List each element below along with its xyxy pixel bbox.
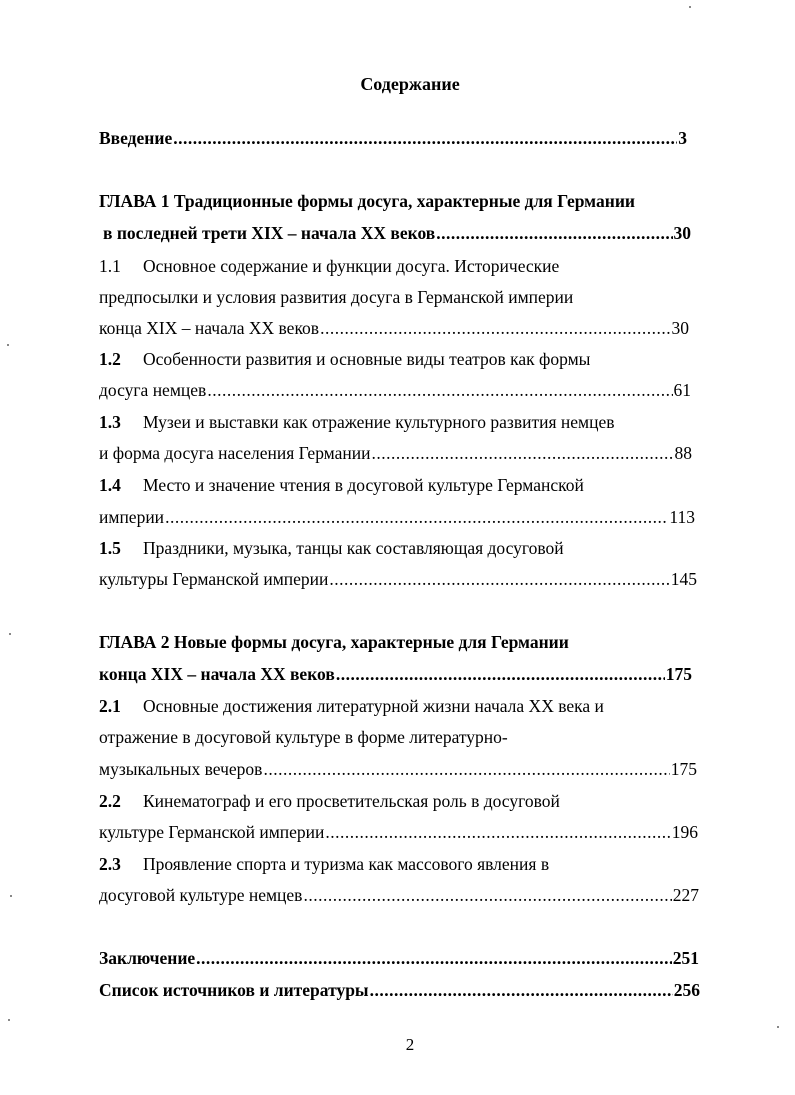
leader-dots xyxy=(196,946,672,970)
section-number: 2.2 xyxy=(99,791,121,811)
toc-entry-2-1 xyxy=(99,757,697,781)
toc-section-2-3-line1 xyxy=(99,852,549,876)
section-title: Кинематограф и его просветительская роль в досуговой xyxy=(143,791,560,811)
toc-entry-1-2 xyxy=(99,378,691,402)
leader-dots xyxy=(336,662,665,686)
leader-dots xyxy=(329,567,669,591)
toc-section-2-2-line1 xyxy=(99,789,560,813)
toc-section-1-1-line2: предпосылки и условия развития досуга в Германской империи xyxy=(99,287,574,307)
chapter1-heading-line1: ГЛАВА 1 Традиционные формы досуга, характерные для Германии xyxy=(99,191,635,211)
section-number: 2.3 xyxy=(99,854,121,874)
toc-page-number: 175 xyxy=(665,664,692,684)
toc-entry-2-3 xyxy=(99,883,699,907)
leader-dots xyxy=(173,126,677,150)
toc-section-2-1-line2: отражение в досуговой культуре в форме литературно- xyxy=(99,727,508,747)
leader-dots xyxy=(303,883,671,907)
toc-page-number: 30 xyxy=(673,223,691,243)
toc-page-number: 30 xyxy=(671,318,689,338)
toc-label: культуре Германской империи xyxy=(99,822,325,842)
toc-entry-1-3 xyxy=(99,441,692,465)
leader-dots xyxy=(372,441,674,465)
toc-label: Введение xyxy=(99,128,173,148)
toc-page-number: 256 xyxy=(673,980,700,1000)
toc-entry-2-2 xyxy=(99,820,698,844)
scan-speck xyxy=(10,895,12,897)
chapter2-heading-line1: ГЛАВА 2 Новые формы досуга, характерные для Германии xyxy=(99,632,569,652)
toc-label: досуговой культуре немцев xyxy=(99,885,303,905)
toc-label: Заключение xyxy=(99,948,196,968)
toc-page-number: 61 xyxy=(673,380,691,400)
leader-dots xyxy=(263,757,669,781)
toc-entry-intro xyxy=(99,126,687,150)
toc-section-1-4-line1 xyxy=(99,473,584,497)
scan-speck xyxy=(7,344,9,346)
scan-speck xyxy=(777,1026,779,1028)
toc-label: культуры Германской империи xyxy=(99,569,329,589)
toc-entry-1-1 xyxy=(99,316,689,340)
section-number: 1.2 xyxy=(99,349,121,369)
toc-entry-1-4 xyxy=(99,505,695,529)
page-title: Содержание xyxy=(360,74,460,94)
section-number: 2.1 xyxy=(99,696,121,716)
leader-dots xyxy=(165,505,668,529)
toc-page-number: 196 xyxy=(671,822,698,842)
section-number: 1.4 xyxy=(99,475,121,495)
toc-entry-chapter1 xyxy=(103,221,691,245)
toc-page-number: 227 xyxy=(672,885,699,905)
toc-label: музыкальных вечеров xyxy=(99,759,263,779)
section-title: Музеи и выставки как отражение культурного развития немцев xyxy=(143,412,615,432)
toc-entry-conclusion xyxy=(99,946,699,970)
toc-section-2-1-line1 xyxy=(99,694,604,718)
toc-label: и форма досуга населения Германии xyxy=(99,443,371,463)
toc-page-number: 145 xyxy=(670,569,697,589)
section-number: 1.1 xyxy=(99,256,121,276)
section-title: Праздники, музыка, танцы как составляющая досуговой xyxy=(143,538,564,558)
section-title: Место и значение чтения в досуговой культуре Германской xyxy=(143,475,584,495)
section-title: Основные достижения литературной жизни начала XX века и xyxy=(143,696,604,716)
toc-page-number: 175 xyxy=(670,759,697,779)
scan-speck xyxy=(8,1019,10,1021)
toc-page-number: 113 xyxy=(669,507,695,527)
section-title: Проявление спорта и туризма как массового явления в xyxy=(143,854,550,874)
toc-section-1-1-line1 xyxy=(99,254,559,278)
toc-section-1-2-line1 xyxy=(99,347,590,371)
toc-entry-chapter2 xyxy=(99,662,692,686)
toc-label: досуга немцев xyxy=(99,380,207,400)
section-title: Основное содержание и функции досуга. Исторические xyxy=(143,256,560,276)
leader-dots xyxy=(320,316,670,340)
toc-page-number: 251 xyxy=(672,948,699,968)
toc-label: империи xyxy=(99,507,165,527)
toc-page-number: 3 xyxy=(678,128,687,148)
toc-label: в последней трети XIX – начала XX веков xyxy=(103,223,436,243)
leader-dots xyxy=(325,820,670,844)
toc-entry-sources xyxy=(99,978,700,1002)
scan-speck xyxy=(9,633,11,635)
scan-speck xyxy=(689,6,691,8)
page-number: 2 xyxy=(405,1035,415,1054)
toc-label: конца XIX – начала XX веков xyxy=(99,318,320,338)
leader-dots xyxy=(370,978,673,1002)
section-number: 1.3 xyxy=(99,412,121,432)
toc-entry-1-5 xyxy=(99,567,697,591)
section-title: Особенности развития и основные виды театров как формы xyxy=(143,349,591,369)
toc-page-number: 88 xyxy=(674,443,692,463)
toc-label: Список источников и литературы xyxy=(99,980,369,1000)
toc-label: конца XIX – начала XX веков xyxy=(99,664,335,684)
leader-dots xyxy=(207,378,672,402)
leader-dots xyxy=(436,221,672,245)
toc-section-1-5-line1 xyxy=(99,536,564,560)
toc-section-1-3-line1 xyxy=(99,410,615,434)
section-number: 1.5 xyxy=(99,538,121,558)
